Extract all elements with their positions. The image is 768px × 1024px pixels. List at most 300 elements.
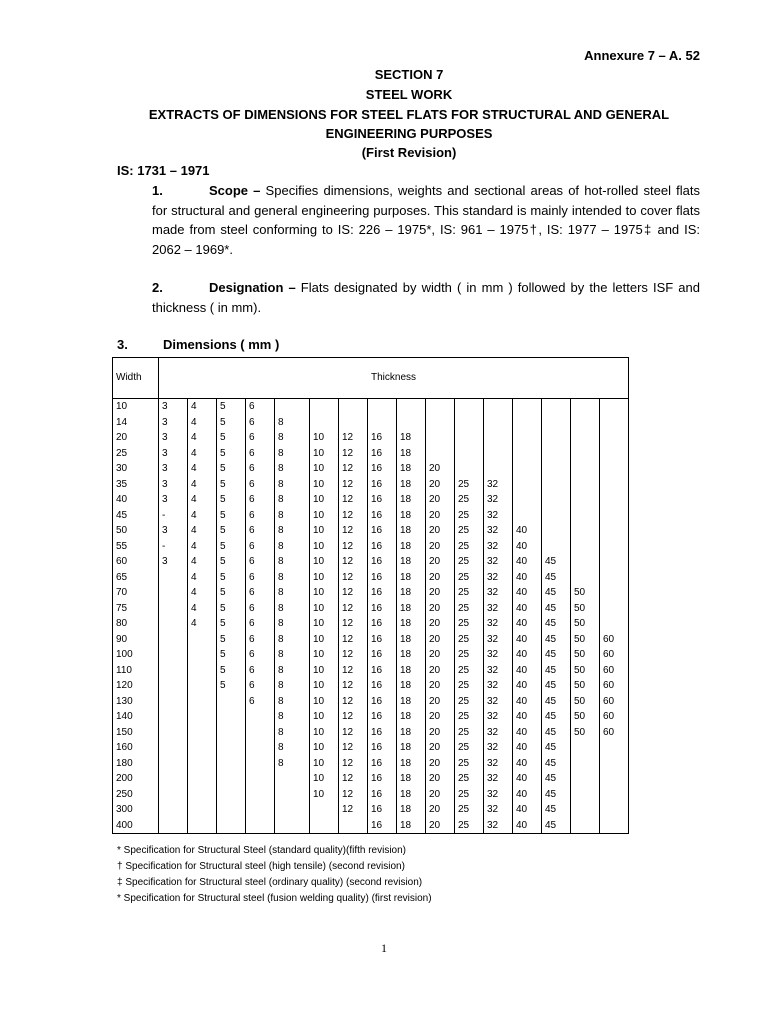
table-cell (603, 601, 628, 617)
table-cell: 40 (516, 602, 528, 614)
table-cell: 5 (220, 587, 226, 598)
table-cell: 10 (313, 649, 325, 660)
table-cell: 10 (313, 509, 325, 521)
table-cell (574, 740, 599, 756)
table-cell (429, 399, 454, 415)
table-cell (191, 756, 216, 772)
table-body-row (113, 399, 629, 834)
table-cell: 60 (603, 680, 615, 691)
table-cell: 20 (429, 726, 441, 738)
table-cell: 75 (116, 602, 128, 614)
table-cell: 8 (278, 571, 284, 583)
table-cell: 45 (116, 509, 128, 521)
table-cell (516, 477, 541, 493)
table-cell (162, 585, 187, 601)
table-cell: 6 (249, 680, 255, 691)
table-cell: 12 (342, 726, 354, 738)
table-cell: 32 (487, 478, 499, 490)
table-cell: 18 (400, 478, 412, 490)
annexure-reference: Annexure 7 – A. 52 (584, 48, 700, 63)
table-cell: 12 (342, 757, 354, 769)
table-cell: 18 (400, 773, 412, 784)
table-cell: 18 (400, 447, 412, 459)
table-cell: 25 (458, 602, 470, 614)
table-cell: 12 (342, 602, 354, 614)
table-cell (313, 415, 338, 431)
thickness-values-column (339, 399, 368, 834)
table-cell: 32 (487, 726, 499, 738)
table-cell: 25 (458, 664, 470, 676)
table-cell: 45 (545, 664, 557, 676)
table-cell: 20 (429, 711, 441, 722)
table-cell: 6 (249, 695, 255, 707)
table-cell: 12 (342, 711, 354, 722)
table-cell: 20 (429, 478, 441, 490)
table-cell: 8 (278, 416, 284, 428)
table-cell: 25 (458, 525, 470, 536)
table-cell (545, 508, 570, 524)
table-cell: 8 (278, 726, 284, 738)
thickness-column-header: Thickness (159, 358, 629, 399)
table-cell: 20 (429, 819, 441, 831)
table-cell: 20 (429, 556, 441, 567)
table-cell: 8 (278, 525, 284, 536)
table-cell (191, 802, 216, 818)
table-cell (249, 709, 274, 725)
table-cell: 8 (278, 587, 284, 598)
table-cell: 20 (429, 773, 441, 784)
table-cell: 32 (487, 773, 499, 784)
table-cell: 16 (371, 463, 383, 474)
table-cell: - (162, 509, 166, 521)
table-cell: 10 (313, 587, 325, 598)
table-cell (278, 787, 309, 803)
table-cell (191, 725, 216, 741)
table-cell: 45 (545, 726, 557, 738)
table-cell: 16 (371, 587, 383, 598)
table-cell: 32 (487, 602, 499, 614)
footnote: ‡ Specification for Structural steel (ordinary quality) (second revision) (117, 877, 423, 888)
table-cell: 6 (249, 463, 255, 474)
table-cell (603, 539, 628, 555)
table-cell: 60 (603, 695, 615, 707)
table-cell: 5 (220, 447, 226, 459)
table-cell: 16 (371, 773, 383, 784)
dimensions-number: 3. (117, 337, 128, 352)
table-cell (516, 461, 541, 477)
table-cell: 45 (545, 587, 557, 598)
table-cell: 6 (249, 633, 255, 645)
table-cell: 5 (220, 649, 226, 660)
table-cell (220, 756, 245, 772)
dimensions-heading (117, 337, 279, 352)
table-cell: 40 (516, 571, 528, 583)
table-cell: 45 (545, 633, 557, 645)
table-cell: 25 (458, 618, 470, 629)
table-cell: 45 (545, 757, 557, 769)
table-cell: 16 (371, 664, 383, 676)
table-cell (162, 663, 187, 679)
table-cell: 4 (191, 494, 197, 505)
table-cell: 12 (342, 509, 354, 521)
table-cell: 10 (313, 447, 325, 459)
table-cell: 40 (516, 664, 528, 676)
table-cell: 32 (487, 525, 499, 536)
table-cell (545, 477, 570, 493)
table-cell: 18 (400, 633, 412, 645)
table-cell: 10 (313, 664, 325, 676)
table-cell: 20 (429, 602, 441, 614)
table-cell (400, 399, 425, 415)
table-cell: 20 (429, 649, 441, 660)
thickness-values-column (217, 399, 246, 834)
table-cell (162, 709, 187, 725)
table-cell: 16 (371, 804, 383, 815)
table-cell (458, 399, 483, 415)
table-cell: 10 (313, 571, 325, 583)
table-cell: 6 (249, 401, 255, 412)
table-cell: 18 (400, 788, 412, 800)
table-cell: 45 (545, 788, 557, 800)
table-cell: 6 (249, 571, 255, 583)
table-cell (162, 787, 187, 803)
table-cell: 50 (574, 711, 586, 722)
table-cell (220, 771, 245, 787)
table-cell (574, 539, 599, 555)
table-cell: 32 (487, 742, 499, 753)
table-cell (487, 461, 512, 477)
table-cell: 32 (487, 788, 499, 800)
table-cell: 25 (458, 726, 470, 738)
table-cell: 4 (191, 618, 197, 629)
table-cell (516, 508, 541, 524)
page-number: 1 (381, 941, 387, 955)
table-cell (371, 415, 396, 431)
table-cell: 40 (516, 618, 528, 629)
table-cell (545, 430, 570, 446)
table-cell: 10 (313, 788, 325, 800)
table-cell: 12 (342, 804, 354, 815)
table-cell (545, 415, 570, 431)
table-cell (249, 725, 274, 741)
table-cell: 25 (458, 695, 470, 707)
table-cell: 50 (574, 680, 586, 691)
table-cell: 10 (313, 711, 325, 722)
table-cell (220, 740, 245, 756)
table-cell: 16 (371, 819, 383, 831)
table-cell: 5 (220, 463, 226, 474)
table-cell (162, 678, 187, 694)
table-cell: 6 (249, 525, 255, 536)
table-cell: 4 (191, 463, 197, 474)
table-cell (603, 787, 628, 803)
thickness-values-column (513, 399, 542, 834)
table-cell: 120 (116, 680, 133, 691)
table-cell: 20 (429, 680, 441, 691)
table-cell: 20 (429, 804, 441, 815)
table-cell: 32 (487, 649, 499, 660)
table-cell: 16 (371, 571, 383, 583)
table-cell: 300 (116, 804, 133, 815)
table-cell: 3 (162, 432, 168, 443)
table-cell: 25 (458, 633, 470, 645)
table-cell: 4 (191, 509, 197, 521)
thickness-values-column (484, 399, 513, 834)
table-cell: 45 (545, 819, 557, 831)
table-cell: 32 (487, 540, 499, 552)
table-cell: 5 (220, 494, 226, 505)
table-cell (603, 430, 628, 446)
table-cell (603, 756, 628, 772)
table-cell (429, 446, 454, 462)
table-cell: 5 (220, 416, 226, 428)
table-cell: 16 (371, 509, 383, 521)
table-cell: 5 (220, 618, 226, 629)
table-cell (574, 461, 599, 477)
table-cell: 3 (162, 447, 168, 459)
table-cell (191, 740, 216, 756)
table-cell: 6 (249, 494, 255, 505)
table-cell: 12 (342, 649, 354, 660)
table-cell: 40 (516, 525, 528, 536)
table-cell: 90 (116, 633, 128, 645)
table-cell: 45 (545, 680, 557, 691)
table-cell: 45 (545, 742, 557, 753)
scope-paragraph (152, 181, 700, 259)
table-cell: 16 (371, 726, 383, 738)
table-cell: 140 (116, 711, 133, 722)
dimensions-label: Dimensions ( mm ) (163, 337, 280, 352)
table-cell: 20 (429, 742, 441, 753)
table-cell: 6 (249, 540, 255, 552)
table-cell: 20 (429, 571, 441, 583)
table-cell: 6 (249, 416, 255, 428)
table-cell: 10 (313, 726, 325, 738)
table-cell (487, 446, 512, 462)
table-cell (574, 477, 599, 493)
table-cell: 6 (249, 478, 255, 490)
table-cell: 60 (603, 726, 615, 738)
table-cell: 16 (371, 602, 383, 614)
table-cell (313, 399, 338, 415)
table-cell (162, 647, 187, 663)
footnote: * Specification for Structural steel (fusion welding quality) (first revision) (117, 893, 432, 904)
table-cell: 12 (342, 633, 354, 645)
table-cell: 50 (574, 602, 586, 614)
table-cell: 3 (162, 401, 168, 412)
table-cell: 40 (516, 556, 528, 567)
table-cell (278, 802, 309, 818)
table-cell (191, 632, 216, 648)
table-cell: 4 (191, 556, 197, 567)
table-cell (162, 802, 187, 818)
table-cell: 4 (191, 540, 197, 552)
table-cell (162, 616, 187, 632)
table-cell: 4 (191, 478, 197, 490)
table-cell (516, 492, 541, 508)
table-cell (220, 709, 245, 725)
table-cell: 10 (313, 618, 325, 629)
table-cell: 6 (249, 649, 255, 660)
table-cell: 25 (458, 478, 470, 490)
table-cell: 20 (429, 618, 441, 629)
table-cell: 8 (278, 432, 284, 443)
table-cell (603, 492, 628, 508)
table-cell: 20 (116, 432, 128, 443)
table-cell: 40 (516, 773, 528, 784)
table-cell: 25 (458, 757, 470, 769)
table-cell (545, 523, 570, 539)
table-cell: 40 (516, 788, 528, 800)
table-cell: 16 (371, 432, 383, 443)
table-cell (603, 771, 628, 787)
revision-heading: (First Revision) (361, 145, 457, 160)
table-cell: 8 (278, 633, 284, 645)
table-cell: 8 (278, 494, 284, 505)
table-cell (371, 399, 396, 415)
table-cell: 10 (313, 432, 325, 443)
table-cell: 30 (116, 463, 128, 474)
table-cell (603, 477, 628, 493)
table-cell (458, 415, 483, 431)
table-cell: 20 (429, 633, 441, 645)
table-cell: 32 (487, 587, 499, 598)
table-cell: 10 (313, 773, 325, 784)
table-cell: 18 (400, 649, 412, 660)
table-cell: 3 (162, 463, 168, 474)
table-cell: 50 (116, 525, 128, 536)
table-cell (278, 399, 309, 415)
table-cell: 20 (429, 540, 441, 552)
table-cell: 25 (458, 587, 470, 598)
table-cell (162, 601, 187, 617)
table-cell: 5 (220, 509, 226, 521)
table-cell (545, 492, 570, 508)
table-cell (191, 771, 216, 787)
table-cell (162, 756, 187, 772)
table-cell: 20 (429, 664, 441, 676)
table-cell: 20 (429, 788, 441, 800)
table-cell: 12 (342, 494, 354, 505)
table-cell: 6 (249, 602, 255, 614)
table-cell (574, 446, 599, 462)
thickness-values-column (571, 399, 600, 834)
table-cell: 32 (487, 618, 499, 629)
table-cell: 4 (191, 416, 197, 428)
table-cell: 12 (342, 556, 354, 567)
table-cell (574, 756, 599, 772)
table-cell: 4 (191, 602, 197, 614)
table-cell: 10 (313, 695, 325, 707)
table-cell: 60 (603, 711, 615, 722)
table-cell: 16 (371, 633, 383, 645)
table-cell: 50 (574, 649, 586, 660)
table-cell: 18 (400, 680, 412, 691)
table-cell: 8 (278, 742, 284, 753)
table-cell: 32 (487, 494, 499, 505)
table-cell: 45 (545, 618, 557, 629)
table-cell: 20 (429, 587, 441, 598)
table-cell: 12 (342, 525, 354, 536)
table-cell: 3 (162, 525, 168, 536)
thickness-values-column (275, 399, 310, 834)
table-cell (342, 399, 367, 415)
table-cell: 3 (162, 494, 168, 505)
table-cell (342, 415, 367, 431)
table-cell: 100 (116, 649, 133, 660)
table-cell: 8 (278, 695, 284, 707)
thickness-values-column (600, 399, 629, 834)
table-cell: 12 (342, 447, 354, 459)
table-cell (249, 756, 274, 772)
table-cell (249, 787, 274, 803)
table-cell: 50 (574, 664, 586, 676)
table-cell (545, 446, 570, 462)
table-cell: 4 (191, 571, 197, 583)
table-cell: 10 (116, 401, 128, 412)
table-cell: 8 (278, 463, 284, 474)
table-cell (603, 446, 628, 462)
table-cell (574, 430, 599, 446)
table-cell: 3 (162, 556, 168, 567)
table-cell: 8 (278, 447, 284, 459)
table-cell: 45 (545, 649, 557, 660)
table-cell: 18 (400, 509, 412, 521)
thickness-values-column (542, 399, 571, 834)
table-cell: 10 (313, 463, 325, 474)
table-cell: 6 (249, 664, 255, 676)
table-cell (191, 694, 216, 710)
table-cell: 20 (429, 463, 441, 474)
table-cell: 5 (220, 478, 226, 490)
table-cell (574, 771, 599, 787)
table-cell (487, 430, 512, 446)
table-cell: 12 (342, 432, 354, 443)
table-cell: 25 (458, 773, 470, 784)
table-cell: 10 (313, 478, 325, 490)
table-cell (603, 523, 628, 539)
table-cell (162, 771, 187, 787)
table-cell (220, 694, 245, 710)
table-cell: 16 (371, 649, 383, 660)
table-cell: 65 (116, 571, 128, 583)
table-cell: 50 (574, 695, 586, 707)
thickness-values-column (159, 399, 188, 834)
table-cell (458, 446, 483, 462)
table-cell: 6 (249, 509, 255, 521)
table-cell: 32 (487, 695, 499, 707)
table-cell (162, 694, 187, 710)
table-cell: 12 (342, 587, 354, 598)
table-cell: 4 (191, 447, 197, 459)
table-cell: 400 (116, 819, 133, 831)
table-cell: 18 (400, 571, 412, 583)
table-cell: 10 (313, 602, 325, 614)
table-cell: 18 (400, 804, 412, 815)
table-cell: 4 (191, 587, 197, 598)
table-cell (191, 709, 216, 725)
table-cell: 16 (371, 540, 383, 552)
table-cell (516, 415, 541, 431)
table-cell: 32 (487, 664, 499, 676)
table-cell: 60 (603, 633, 615, 645)
table-cell: 70 (116, 587, 128, 598)
table-cell: 20 (429, 695, 441, 707)
table-cell: 8 (278, 602, 284, 614)
table-cell: 32 (487, 804, 499, 815)
steel-work-heading: STEEL WORK (365, 87, 453, 102)
table-cell: 45 (545, 602, 557, 614)
